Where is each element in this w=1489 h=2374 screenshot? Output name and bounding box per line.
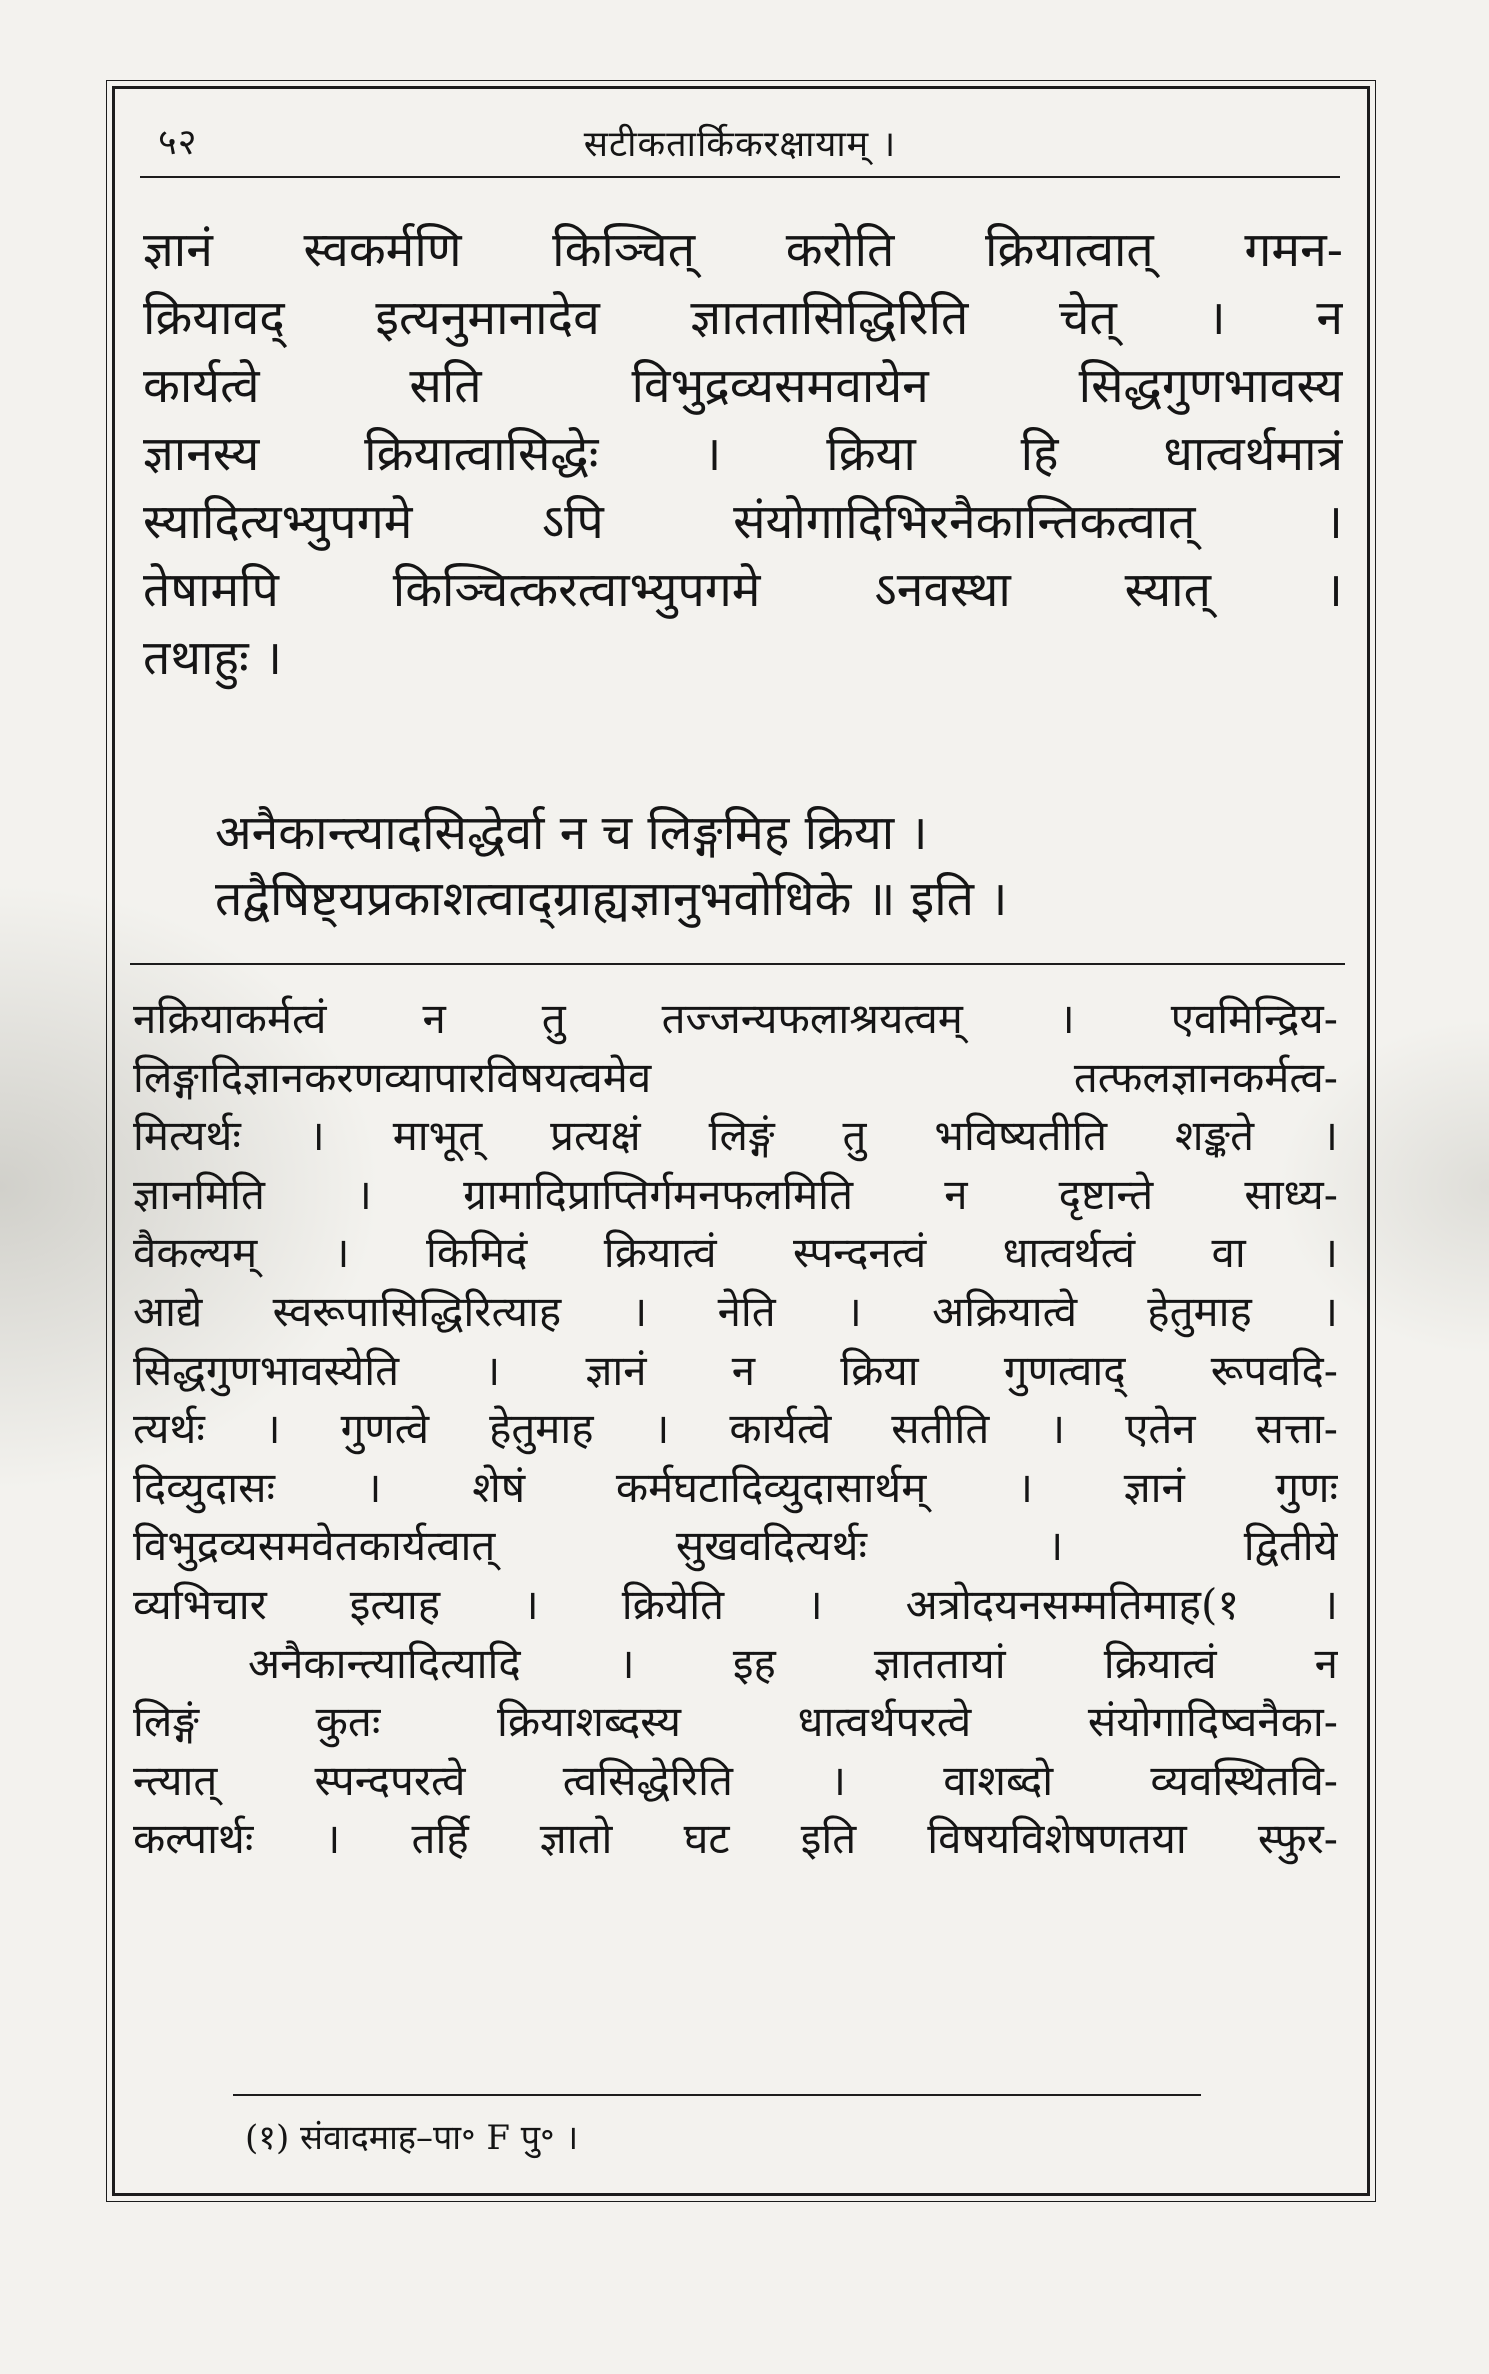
main-text-block: [143, 216, 1343, 692]
main-text-line: तेषामपि किञ्चित्करत्वाभ्युपगमे ऽनवस्था स्यात् ।: [143, 562, 1343, 618]
commentary-line: नक्रियाकर्मत्वं न तु तज्जन्यफलाश्रयत्वम् । एवमिन्द्रिय-: [133, 994, 1338, 1043]
verse-block: [215, 800, 1325, 932]
footnote: (१) संवादमाह–पा॰ F पु॰ ।: [245, 2118, 579, 2158]
commentary-line: व्यभिचार इत्याह । क्रियेति । अत्रोदयनसम्मतिमाह(१ ।: [133, 1579, 1338, 1629]
main-text-line: ज्ञानस्य क्रियात्वासिद्धेः । क्रिया हि धात्वर्थमात्रं: [143, 426, 1343, 482]
running-title: सटीकतार्किकरक्षायाम् ।: [583, 124, 897, 165]
commentary-line: अनैकान्त्यादित्यादि । इह ज्ञाततायां क्रियात्वं न: [248, 1638, 1338, 1688]
footnote-rule: [233, 2094, 1201, 2096]
verse-line: तद्वैषिष्ट्यप्रकाशत्वाद्ग्राह्यज्ञानुभवोधिके ॥ इति ।: [215, 871, 1008, 927]
commentary-line: आद्ये स्वरूपासिद्धिरित्याह । नेति । अक्रियात्वे हेतुमाह ।: [133, 1286, 1338, 1336]
commentary-line: दिव्युदासः । शेषं कर्मघटादिव्युदासार्थम् । ज्ञानं गुणः: [133, 1462, 1338, 1512]
section-divider: [130, 963, 1345, 965]
commentary-block: [133, 990, 1338, 1869]
page-number: ५२: [158, 122, 198, 163]
commentary-line: वैकल्यम् । किमिदं क्रियात्वं स्पन्दनत्वं धात्वर्थत्वं वा ।: [133, 1228, 1338, 1278]
main-text-line: स्यादित्यभ्युपगमे ऽपि संयोगादिभिरनैकान्तिकत्वात् ।: [143, 494, 1343, 550]
commentary-line: सिद्धगुणभावस्येति । ज्ञानं न क्रिया गुणत्वाद् रूपवदि-: [133, 1345, 1338, 1395]
verse-line: अनैकान्त्यादसिद्धेर्वा न च लिङ्गमिह क्रिया ।: [215, 805, 928, 861]
main-text-line: तथाहुः ।: [143, 630, 283, 686]
commentary-line: लिङ्गादिज्ञानकरणव्यापारविषयत्वमेव तत्फलज्ञानकर्मत्व-: [133, 1052, 1338, 1102]
commentary-line: लिङ्गं कुतः क्रियाशब्दस्य धात्वर्थपरत्वे संयोगादिष्वनैका-: [133, 1697, 1338, 1747]
commentary-line: मित्यर्थः । माभूत् प्रत्यक्षं लिङ्गं तु भविष्यतीति शङ्कते ।: [133, 1111, 1338, 1161]
commentary-line: ज्ञानमिति । ग्रामादिप्राप्तिर्गमनफलमिति न दृष्टान्ते साध्य-: [133, 1169, 1338, 1219]
commentary-line: कल्पार्थः । तर्हि ज्ञातो घट इति विषयविशेषणतया स्फुर-: [133, 1814, 1338, 1864]
page-header: [140, 106, 1340, 178]
main-text-line: कार्यत्वे सति विभुद्रव्यसमवायेन सिद्धगुणभावस्य: [143, 358, 1343, 414]
commentary-line: न्त्यात् स्पन्दपरत्वे त्वसिद्धेरिति । वाशब्दो व्यवस्थितवि-: [133, 1755, 1338, 1805]
main-text-line: क्रियावद् इत्यनुमानादेव ज्ञाततासिद्धिरिति चेत् । न: [143, 290, 1343, 346]
main-text-line: ज्ञानं स्वकर्मणि किञ्चित् करोति क्रियात्वात् गमन-: [143, 222, 1343, 278]
commentary-line: त्यर्थः । गुणत्वे हेतुमाह । कार्यत्वे सतीति । एतेन सत्ता-: [133, 1404, 1338, 1454]
commentary-line: विभुद्रव्यसमवेतकार्यत्वात् सुखवदित्यर्थः । द्वितीये: [133, 1521, 1338, 1571]
